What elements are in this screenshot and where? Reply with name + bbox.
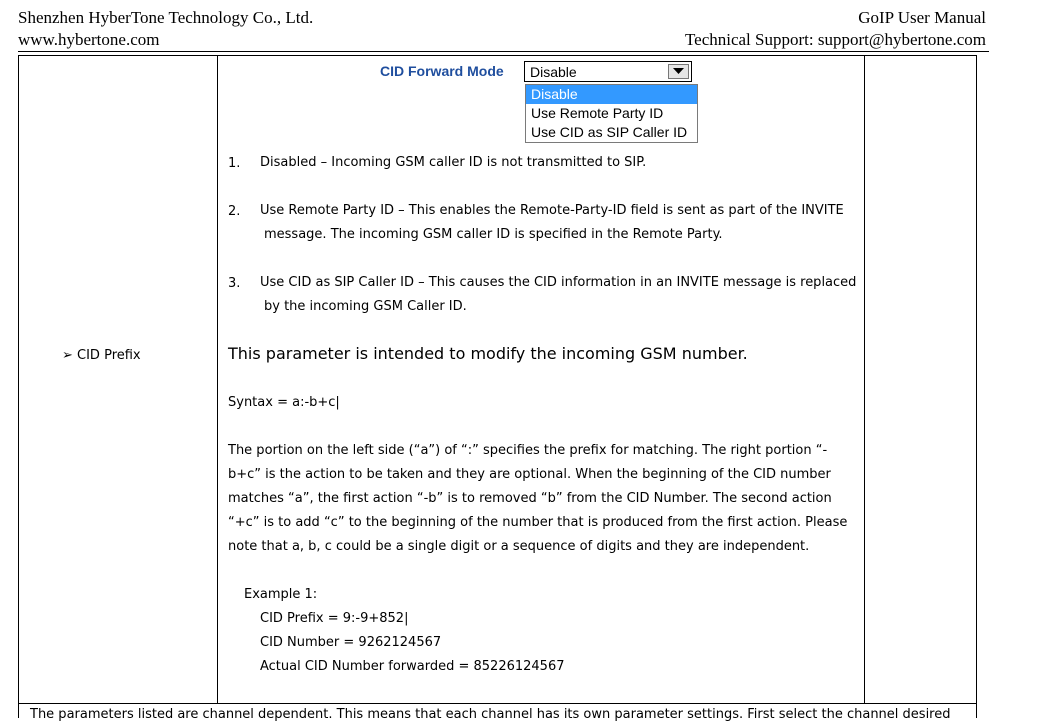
support-contact: Technical Support: support@hybertone.com [684,30,986,49]
cid-forward-mode-dropdown [525,84,698,143]
cid-forward-mode-label: CID Forward Mode [380,63,504,79]
cid-forward-mode-value: Disable [530,64,577,80]
example-line-3: Actual CID Number forwarded = 85226124567 [260,659,565,674]
list-item-3-line-1: Use CID as SIP Caller ID – This causes the CID information in an INVITE message is replaced [260,275,857,290]
cid-prefix-label: ➢ CID Prefix [62,348,141,363]
example-title: Example 1: [244,587,318,602]
table-col-divider-1 [217,55,218,703]
table-row-divider [18,703,976,704]
desc-line-4: “+c” is to add “c” to the beginning of the number that is produced from the first action. Please [228,515,848,530]
cid-prefix-intro: This parameter is intended to modify the incoming GSM number. [228,344,748,363]
list-number-3: 3. [228,276,241,291]
company-name: Shenzhen HyberTone Technology Co., Ltd. [18,8,314,27]
table-left-border [18,55,19,703]
list-number-1: 1. [228,156,241,171]
desc-line-2: b+c” is the action to be taken and they are optional. When the beginning of the CID number [228,467,831,482]
option-disable[interactable]: Disable [526,85,697,104]
table-right-border [976,55,977,718]
list-number-2: 2. [228,204,241,219]
list-item-3-line-2: by the incoming GSM Caller ID. [264,299,467,314]
desc-line-1: The portion on the left side (“a”) of “:” specifies the prefix for matching. The right portion “- [228,443,828,458]
list-item-2-line-2: message. The incoming GSM caller ID is specified in the Remote Party. [264,227,723,242]
option-use-cid-as-sip-caller-id[interactable]: Use CID as SIP Caller ID [531,124,688,140]
table-left-border-lower [18,703,19,718]
manual-title: GoIP User Manual [858,8,986,27]
chevron-down-icon [673,68,684,75]
dropdown-button[interactable] [668,64,689,79]
header-rule [18,51,989,52]
table-top-border [18,55,976,56]
example-line-1: CID Prefix = 9:-9+852| [260,611,409,626]
channel-dependent-note: The parameters listed are channel dependent. This means that each channel has its own parameter settings. First select the channel desired [30,707,951,722]
list-item-1-line-1: Disabled – Incoming GSM caller ID is not transmitted to SIP. [260,155,647,170]
desc-line-5: note that a, b, c could be a single digit or a sequence of digits and they are independent. [228,539,810,554]
cid-prefix-syntax: Syntax = a:-b+c| [228,395,340,410]
website-link[interactable]: www.hybertone.com [18,30,160,49]
option-use-remote-party-id[interactable]: Use Remote Party ID [531,105,664,121]
cid-forward-mode-select[interactable] [524,61,692,82]
desc-line-3: matches “a”, the first action “-b” is to removed “b” from the CID Number. The second action [228,491,832,506]
list-item-2-line-1: Use Remote Party ID – This enables the Remote-Party-ID field is sent as part of the INVITE [260,203,844,218]
example-line-2: CID Number = 9262124567 [260,635,442,650]
table-col-divider-2 [864,55,865,703]
